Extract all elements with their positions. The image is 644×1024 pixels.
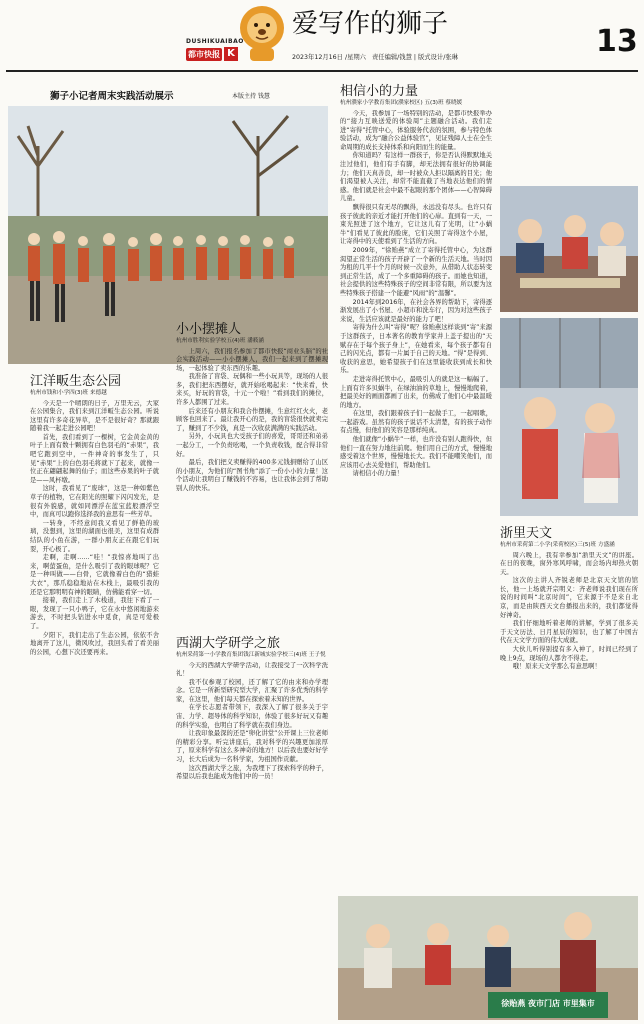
- paragraph: 最后，我们把义卖赚得的400多元钱捐赠给了山区的小朋友，为他们的“图书角”添了一份小小的力量！这个活动让我明白了赚钱的不容易，也让我体会到了帮助别人的快乐。: [176, 459, 328, 492]
- brand-name: 都市快报: [188, 50, 220, 59]
- kids-activity-photo: [500, 186, 638, 312]
- market-booth-photo: [338, 896, 638, 1020]
- paragraph: 走进寄得托管中心，最吸引人的就是这一幅幅了。上面有许多贝蜗牛，在绿油油的草地上，慢慢地爬着，把最美好的画面都画了出来，仿佛成了他们心中最温暖的地方。: [340, 375, 492, 409]
- classroom-photo: [500, 318, 638, 516]
- article-body: [176, 662, 328, 1006]
- date: 2023年12月16日 /星期六: [292, 54, 366, 61]
- paragraph: 在这里，我们跟着孩子们一起做手工，一起唱歌，一起游戏。虽然有的孩子说话不太清楚，有的孩子动作有点慢，但他们的笑容是那样纯真。: [340, 410, 492, 435]
- paragraph: 一转身，不经意间我又看见了鲜艳的玻璃，没想到，这里的湖面也很美，这里有成群结队的小鱼在游，一群小朋友正在跟它们玩耍，开心极了。: [30, 519, 159, 553]
- date-line: [292, 52, 458, 61]
- paragraph: 上周六，我们报名参加了都市快报“商业头脑”的社会实践活动——小小摆摊人，我们一起来到了摆摊现场，一起体验了卖东西的乐趣。: [176, 347, 328, 372]
- page-title: 爱写作的狮子: [292, 9, 449, 39]
- paragraph: 2009年，“徐贻燕”成立了寄得托管中心，为这群渴望正常生活的孩子开辟了一个新的生活天地。当时因为租的几平十个月的时候一次意外，从借助人状态转变到正常生活，成了一个多重障碍的孩子。而她也知道，社会提供的这些特殊孩子的空间非常有限，所以要为这些特殊孩子搭建一个能避“风雨”的“温馨”。: [340, 247, 492, 297]
- paragraph: 这次西湖大学之旅，为我埋下了探索科学的种子，希望以后我也能成为他们中的一员！: [176, 764, 328, 781]
- lion-logo: [236, 4, 288, 62]
- paragraph: 哦！原来天文学那么有意思啊！: [512, 663, 601, 671]
- article-xihu: [176, 636, 328, 1016]
- paragraph: 这次的主讲人齐锐老师是北京天文馆的馆长，他一上场就开宗明义：齐老师说我们现在所说的时间叫“北京时间”，它来源于不是来自北京，而是由陕西天文台播报出来的，我们都觉得好神奇。: [500, 577, 638, 619]
- article-byline: 杭州市采荷第二小学(采荷校区)三(5)班 方盛涵: [500, 542, 615, 548]
- paragraph: 我不仅参观了校园，还了解了它的由来和办学理念。它是一所新型研究型大学，汇聚了许多优秀的科学家，在这里，他们每天都在探索着未知的世界。: [176, 678, 328, 703]
- paragraph: 今天是一个晴朗的日子，万里无云，大家在公园集合，我们来到江洋畈生态公园。听说这里有许多奇花异草，是不是很好奇？那就跟随着我一起走进公园吧！: [30, 399, 159, 433]
- brand-pinyin: DUSHIKUAIBAO: [186, 38, 244, 45]
- paragraph: 首先，我们看到了一棵树，它金黄金黄的叶子上面有数十颗拥有白色羽毛的“赤果”，我吧它跑到空中，一件神奇的事发生了，只见“赤果”上的白色羽毛将就下了起来，就像一位正在翩翩起舞的仙子；而这些赤果的叶子就是——风杯墩。: [30, 433, 159, 484]
- paragraph: 请相信小的力量！: [352, 470, 403, 478]
- masthead-rule: [6, 70, 638, 72]
- paragraph: 这时，我看见了“废球”，这是一种如紫色草子的植物，它在阳光的照耀下闪闪发光，是很有外貌感，就如同漂浮在蓝宝蓝般漂浮空中，而真可以跑你选择我的意思有一些芳草。: [30, 485, 159, 519]
- paragraph: 我们仔细地听着老师的讲解，学到了很多关于天文历法、日月星辰的知识，也了解了中国古代在天文学方面的伟大成就。: [500, 620, 638, 645]
- brand-k-icon: K: [224, 47, 238, 61]
- masthead: [0, 0, 644, 76]
- feature-byline: 本版主持 钱慧: [232, 93, 270, 100]
- article-jiangxiafan: [30, 374, 159, 1016]
- booth-banner: 徐贻燕 夜市门店 市里集市: [501, 999, 595, 1008]
- article-title: 相信小的力量: [340, 84, 419, 99]
- paragraph: 接着，我们走上了木栈道，我往下看了一眼，发现了一只小鸭子，它在水中悠闲地游来游去，不时把头钻进水中觅食，真是可爱极了。: [30, 597, 159, 630]
- article-body: [30, 400, 159, 1012]
- article-byline: 杭州市钱和小学四(3)班 来德越: [30, 390, 107, 396]
- article-body: [500, 552, 638, 882]
- paragraph: 夕阳下，我们走出了生态公园，依依不舍地离开了这儿，微风吹过，我回头看了看美丽的公园，心想下次还要再来。: [30, 631, 159, 656]
- paragraph: 飘得很只有无尽的飘得，永远没有尽头。也许只有孩子彼此的亲近才能打开他们的心扉。直到有一天，一束光照进了这个地方，它让这儿有了光明，让“小蜗牛”们看见了彼此的脸庞，它们关照了寄得这个小屋，让寄得中的天使看到了生活的方向。: [340, 204, 492, 246]
- paragraph: 我准备了盲袋、玩偶和一些小玩具等，现场的人很多，我们把东西摆好，就开始吆喝起来：“快来看，快来买，好玩的盲袋，十元一个啦！”看到我们的摊位，许多人都围了过来。: [176, 373, 328, 407]
- brand-badge: [186, 48, 222, 61]
- article-title: 小小摆摊人: [176, 322, 242, 337]
- paragraph: 在学长志愿者带领下，我深入了解了很多关于宇宙、力学、超导体的科学知识，体验了很多好玩又有趣的科学实验，也明白了科学就在我们身边。: [176, 704, 328, 729]
- paragraph: 大伙儿听得别提有多入神了，时间已经到了晚上9点，现场的人都舍不得走。: [500, 646, 638, 662]
- paragraph: 让我印象最深的还是“卵化讲堂”公开课上三位老师的精彩分享。听完讲座后，我对科学的兴趣更加浓厚了，原来科学有这么多神奇的地方！以后我也要好好学习，长大后成为一名科学家，为祖国作贡献。: [176, 730, 328, 764]
- article-xiaoxiaobaitan: [176, 322, 328, 622]
- article-byline: 杭州市胜利实验学校五(4)班 潘筱涵: [176, 338, 265, 344]
- paragraph: 后来还有小朋友和我合作摆摊，生意红红火火，老顾客也回来了。最让我开心的是，我的盲袋很快就卖完了，赚到了不少钱，真是一次收获满满的实践活动。: [176, 407, 328, 432]
- paragraph: 今天的西湖大学研学活动，让我接受了一次科学洗礼！: [176, 661, 328, 678]
- article-byline: 杭州采荷第一小学教育集团钱江新城实验学校三(4)班 王子悦: [176, 652, 326, 658]
- paragraph: 今天，我参加了一场特别的活动，是都市快报举办的“接力互映送爱的体验周”主题融合活动。我们走进“寄得”托管中心，体验服务代表的氛围，参与特色体验活动，成为“融合公益体验官”，见证残障人士在全生命周期的成长支持体系和向阳而生的能量。: [340, 109, 492, 151]
- article-body: [176, 348, 328, 620]
- article-xiangxin: [340, 84, 492, 894]
- paragraph: 你知道吗？有这样一群孩子，你是否认得默默地关注过他们，他们有手有脚，却无法拥有很好的协调能力；他们天真善良，却一时被众人拒以隔离的目光；他们渴望被人关注，却常不能直截了当地表达他们的情感。他们就是社会中最不起眼的那个团体——心智障碍儿童。: [340, 152, 492, 203]
- article-title: 江洋畈生态公园: [30, 374, 122, 389]
- article-title: 西湖大学研学之旅: [176, 636, 281, 651]
- article-title: 浙里天文: [500, 526, 553, 541]
- page-number: 13: [596, 24, 638, 59]
- article-body: [340, 110, 492, 882]
- paragraph: 周六晚上，我有幸参加“浙里天文”的讲座。在日的夜晚，窗外寒风呼啸，而会场内却热火朝天。: [500, 551, 638, 576]
- article-byline: 杭州濮家小学教育集团(濮家校区) 五(3)班 蔡晓媛: [340, 100, 463, 106]
- paragraph: 他们就像“小蜗牛”一样，也许没有别人跑得快，但他们一直在努力地往前爬。他们用自己的方式，慢慢地感受着这个世界，慢慢地长大。我们不能嘲笑他们，而应该用心去关爱他们，帮助他们。: [340, 436, 492, 469]
- editor: 责任编辑/钱慧 | 版式设计/张琳: [371, 54, 458, 61]
- paragraph: 2014年到2016年，在社会各界的帮助下，寄得逐渐发展出了小书屋、小超市和洗车行，因为对这些孩子来说，生活应该就是最好的能力了吧！: [340, 298, 492, 323]
- paragraph: 另外，小玩具也大受孩子们的喜爱，哥哥还和弟弟一起分工，一个负责吆喝，一个负责收钱，配合得非常好。: [176, 433, 328, 458]
- feature-title: 狮子小记者周末实践活动展示: [50, 91, 174, 102]
- article-zhetian: [500, 526, 638, 890]
- paragraph: 走啊，走啊……“哇！”我惊喜地叫了出来，啊萤蛋鱼，是什么吸引了我的眼球呢？它是一种叫做——白骨，它就像着白色的“猎蛙大衣”，那爪稳稳地站在木栈上，最吸引我的还是它那明明有神的眼睛，仿佛能看穿一切。: [30, 554, 159, 596]
- paragraph: 寄得为什么叫“寄得”呢？徐贻燕这样谈到“寄”来源于这群孩子，日本著名的教育学家井上盖子提出的“天赋存在于每个孩子身上”，在她看来，每个孩子都有自己的闪光点，都有一片属于自己的天地。“得”是得到、收获的意思，她希望孩子们在这里能收获到成长和快乐。: [340, 324, 492, 375]
